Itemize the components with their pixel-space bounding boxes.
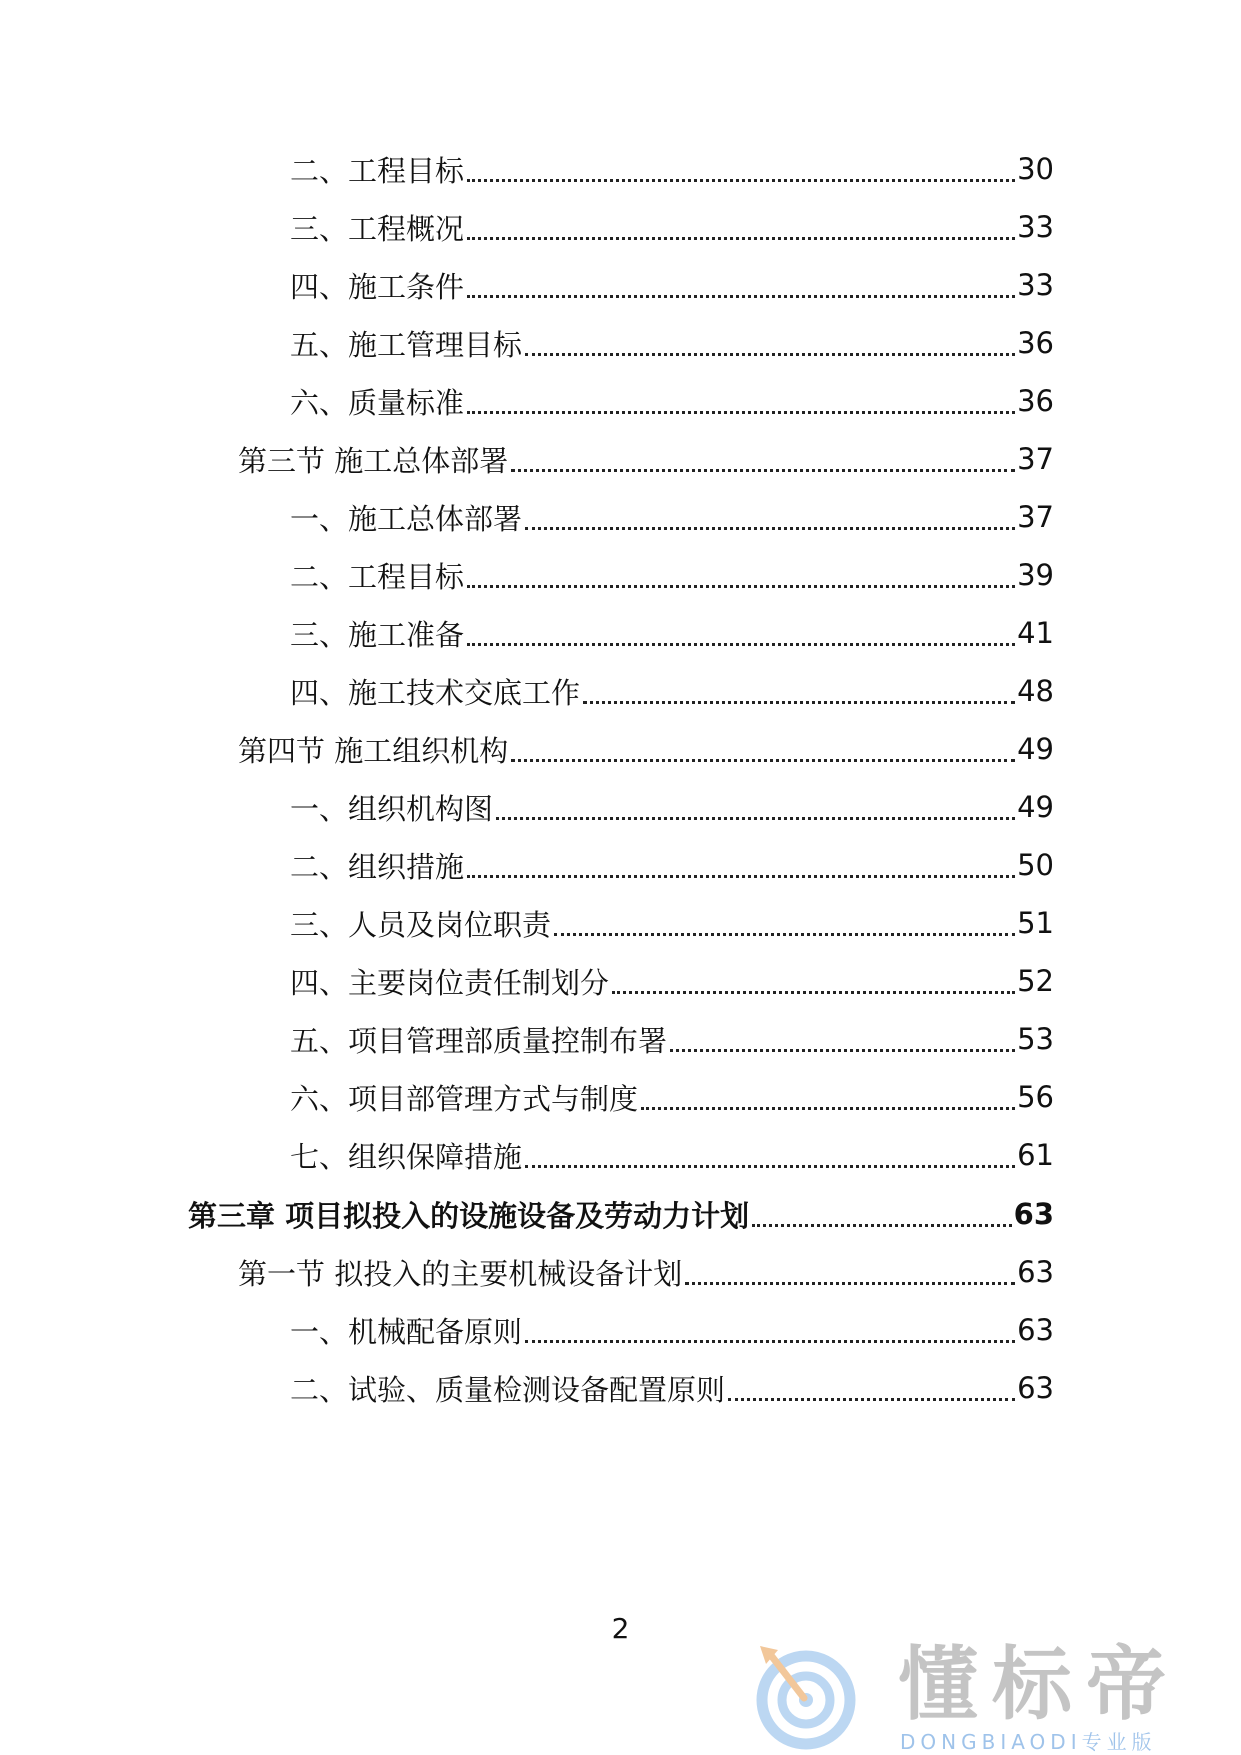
- toc-entry-page: 50: [1017, 848, 1054, 882]
- toc-dot-leader: [467, 643, 1015, 646]
- toc-entry-title: 三、施工准备: [290, 617, 465, 652]
- toc-entry-title: 七、组织保障措施: [290, 1139, 523, 1174]
- toc-entry-page: 51: [1017, 906, 1054, 940]
- page-number: 2: [611, 1612, 630, 1645]
- toc-entry-chapter[interactable]: [188, 1189, 1054, 1239]
- toc-entry-title: 四、施工技术交底工作: [290, 675, 581, 710]
- toc-dot-leader: [685, 1282, 1015, 1285]
- toc-entry-title: 三、人员及岗位职责: [290, 907, 552, 942]
- toc-dot-leader: [670, 1049, 1015, 1052]
- toc-entry-title: 第三节 施工总体部署: [238, 443, 509, 478]
- toc-entry-page: 36: [1017, 326, 1054, 360]
- toc-dot-leader: [467, 875, 1015, 878]
- toc-entry[interactable]: [290, 144, 1054, 194]
- toc-entry-title: 第四节 施工组织机构: [238, 733, 509, 768]
- toc-dot-leader: [467, 585, 1015, 588]
- toc-entry-title: 六、质量标准: [290, 385, 465, 420]
- toc-entry[interactable]: [290, 608, 1054, 658]
- toc-entry[interactable]: [290, 666, 1054, 716]
- toc-entry[interactable]: [290, 898, 1054, 948]
- toc-entry[interactable]: [238, 434, 1054, 484]
- toc-entry-page: 37: [1017, 500, 1054, 534]
- toc-entry-title: 五、项目管理部质量控制布署: [290, 1023, 668, 1058]
- toc-dot-leader: [511, 469, 1015, 472]
- toc-entry-title: 一、机械配备原则: [290, 1314, 523, 1349]
- toc-entry-page: 33: [1017, 268, 1054, 302]
- toc-entry-title: 五、施工管理目标: [290, 327, 523, 362]
- toc-dot-leader: [554, 933, 1015, 936]
- toc-dot-leader: [496, 817, 1015, 820]
- toc-entry-page: 37: [1017, 442, 1054, 476]
- toc-entry-page: 63: [1017, 1313, 1054, 1347]
- toc-entry[interactable]: [290, 956, 1054, 1006]
- toc-entry[interactable]: [290, 318, 1054, 368]
- toc-entry[interactable]: [290, 1072, 1054, 1122]
- toc-entry[interactable]: [290, 260, 1054, 310]
- toc-entry-title: 第三章 项目拟投入的设施设备及劳动力计划: [188, 1198, 750, 1233]
- toc-entry-title: 六、项目部管理方式与制度: [290, 1081, 639, 1116]
- watermark-title: 懂标帝: [898, 1638, 1180, 1731]
- toc-entry[interactable]: [238, 724, 1054, 774]
- toc-entry-page: 61: [1017, 1138, 1054, 1172]
- toc-dot-leader: [525, 1165, 1015, 1168]
- toc-dot-leader: [612, 991, 1015, 994]
- toc-entry-page: 41: [1017, 616, 1054, 650]
- toc-dot-leader: [467, 295, 1015, 298]
- toc-entry-page: 56: [1017, 1080, 1054, 1114]
- toc-entry-page: 36: [1017, 384, 1054, 418]
- toc-entry[interactable]: [290, 1130, 1054, 1180]
- toc-entry-page: 63: [1017, 1255, 1054, 1289]
- toc-entry-title: 四、主要岗位责任制划分: [290, 965, 610, 1000]
- toc-dot-leader: [525, 527, 1015, 530]
- toc-entry-title: 二、试验、质量检测设备配置原则: [290, 1372, 726, 1407]
- toc-entry-page: 39: [1017, 558, 1054, 592]
- toc-entry[interactable]: [290, 782, 1054, 832]
- toc-dot-leader: [467, 179, 1015, 182]
- toc-entry-page: 49: [1017, 790, 1054, 824]
- toc-entry-title: 一、组织机构图: [290, 791, 494, 826]
- toc-dot-leader: [467, 411, 1015, 414]
- toc-entry[interactable]: [290, 376, 1054, 426]
- toc-entry-title: 三、工程概况: [290, 211, 465, 246]
- toc-dot-leader: [752, 1224, 1012, 1227]
- target-logo-icon: [748, 1640, 868, 1750]
- toc-entry[interactable]: [290, 492, 1054, 542]
- toc-entry-title: 二、工程目标: [290, 153, 465, 188]
- toc-dot-leader: [525, 1340, 1015, 1343]
- toc-entry-title: 二、组织措施: [290, 849, 465, 884]
- toc-entry[interactable]: [290, 1305, 1054, 1355]
- toc-dot-leader: [467, 237, 1015, 240]
- toc-entry[interactable]: [290, 1363, 1054, 1413]
- toc-entry-title: 第一节 拟投入的主要机械设备计划: [238, 1256, 683, 1291]
- toc-dot-leader: [641, 1107, 1015, 1110]
- toc-entry[interactable]: [290, 202, 1054, 252]
- toc-entry[interactable]: [290, 840, 1054, 890]
- watermark-subtitle: DONGBIAODI专业版: [900, 1730, 1157, 1754]
- toc-entry-page: 52: [1017, 964, 1054, 998]
- toc-entry-page: 49: [1017, 732, 1054, 766]
- toc-entry[interactable]: [290, 1014, 1054, 1064]
- toc-dot-leader: [583, 701, 1015, 704]
- toc-entry-title: 二、工程目标: [290, 559, 465, 594]
- toc-entry-title: 四、施工条件: [290, 269, 465, 304]
- toc-entry-page: 48: [1017, 674, 1054, 708]
- toc-entry-page: 63: [1017, 1371, 1054, 1405]
- toc-entry-title: 一、施工总体部署: [290, 501, 523, 536]
- toc-dot-leader: [525, 353, 1015, 356]
- toc-entry-page: 30: [1017, 152, 1054, 186]
- toc-entry-page: 63: [1013, 1197, 1054, 1231]
- toc-dot-leader: [728, 1398, 1015, 1401]
- toc-entry[interactable]: [290, 550, 1054, 600]
- toc-entry-page: 53: [1017, 1022, 1054, 1056]
- watermark: [748, 1638, 1228, 1754]
- toc-entry[interactable]: [238, 1247, 1054, 1297]
- toc-entry-page: 33: [1017, 210, 1054, 244]
- toc-dot-leader: [511, 759, 1015, 762]
